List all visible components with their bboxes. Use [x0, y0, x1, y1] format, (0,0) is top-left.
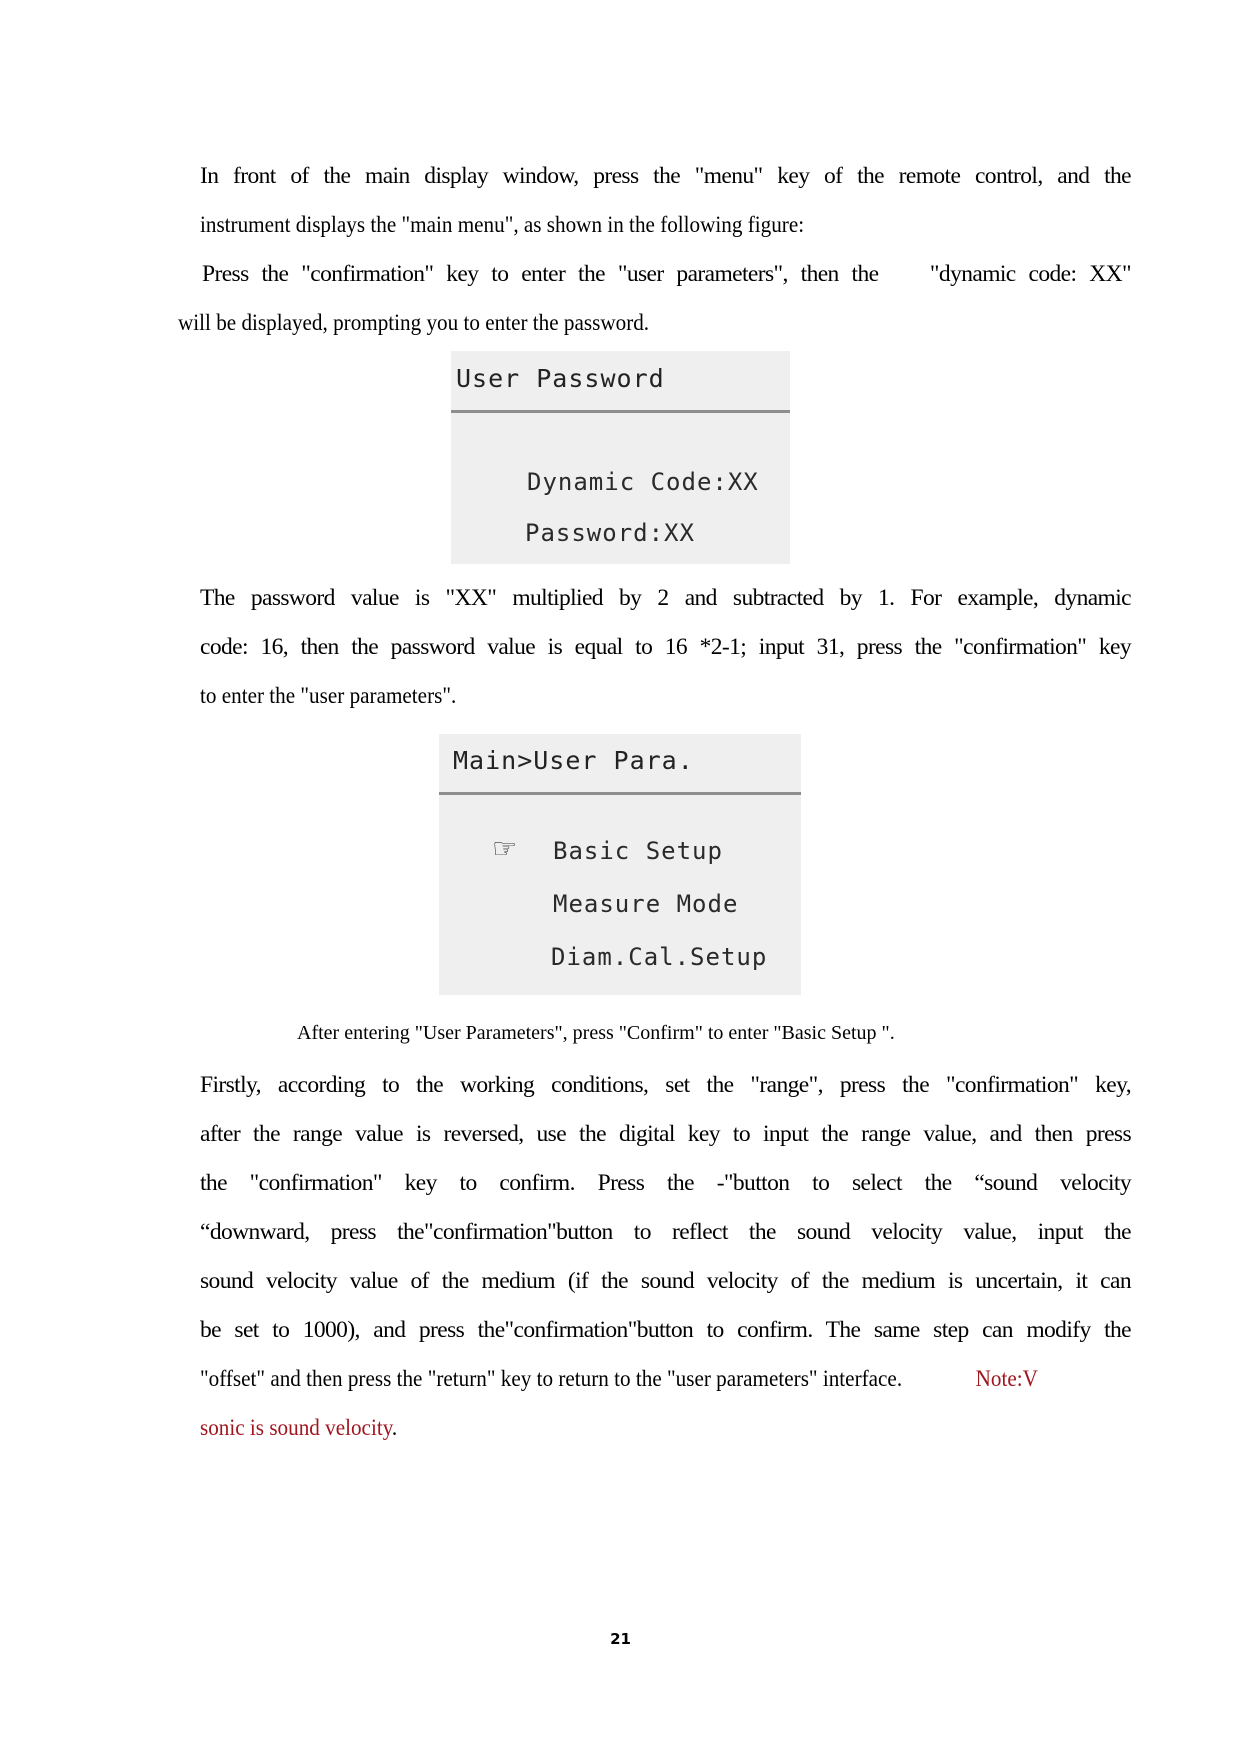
screen-breadcrumb: Main>User Para.	[453, 746, 694, 775]
text-line: will be displayed, prompting you to enter the password.	[178, 310, 650, 336]
text-line: to enter the "user parameters".	[200, 683, 457, 709]
text-line	[200, 1414, 397, 1442]
screen-divider	[439, 792, 801, 795]
note-period: .	[391, 1415, 398, 1441]
text-line	[200, 1365, 1038, 1393]
text-line: In front of the main display window, press the "menu" key of the remote control, and the	[200, 163, 1131, 189]
dynamic-code-field: Dynamic Code:XX	[527, 468, 759, 496]
text-line: The password value is "XX" multiplied by 2 and subtracted by 1. For example, dynamic	[200, 585, 1131, 611]
note-text: sonic is sound velocity	[200, 1415, 392, 1441]
text-line: the "confirmation" key to confirm. Press the -"button to select the “sound velocity	[200, 1170, 1131, 1196]
text-line: be set to 1000), and press the"confirmation"button to confirm. The same step can modify the	[200, 1317, 1131, 1343]
screen-title: User Password	[456, 364, 665, 393]
menu-item-basic-setup[interactable]: Basic Setup	[553, 837, 723, 865]
note-label: Note:V	[975, 1366, 1038, 1392]
password-field[interactable]: Password:XX	[525, 519, 695, 547]
hand-pointer-icon: ☞	[492, 832, 518, 865]
text-line: “downward, press the"confirmation"button to reflect the sound velocity value, input the	[200, 1219, 1131, 1245]
user-password-screen	[451, 351, 790, 564]
text-line: instrument displays the "main menu", as shown in the following figure:	[200, 212, 805, 238]
user-para-screen	[439, 734, 801, 995]
text-line: after the range value is reversed, use the digital key to input the range value, and then press	[200, 1121, 1131, 1147]
text-line: sound velocity value of the medium (if the sound velocity of the medium is uncertain, it can	[200, 1268, 1131, 1294]
text-line-content: "offset" and then press the "return" key to return to the "user parameters" interface.	[200, 1366, 903, 1392]
text-line: Press the "confirmation" key to enter the "user parameters", then the "dynamic code: XX"	[202, 261, 1131, 287]
menu-item-measure-mode[interactable]: Measure Mode	[553, 890, 739, 918]
page-number: 21	[610, 1630, 631, 1648]
text-line: Firstly, according to the working conditions, set the "range", press the "confirmation" key,	[200, 1072, 1131, 1098]
screen-divider	[451, 410, 790, 413]
menu-item-diam-cal-setup[interactable]: Diam.Cal.Setup	[551, 943, 768, 971]
figure-caption: After entering "User Parameters", press "Confirm" to enter "Basic Setup ".	[297, 1022, 895, 1044]
text-line: code: 16, then the password value is equal to 16 *2-1; input 31, press the "confirmation" key	[200, 634, 1131, 660]
